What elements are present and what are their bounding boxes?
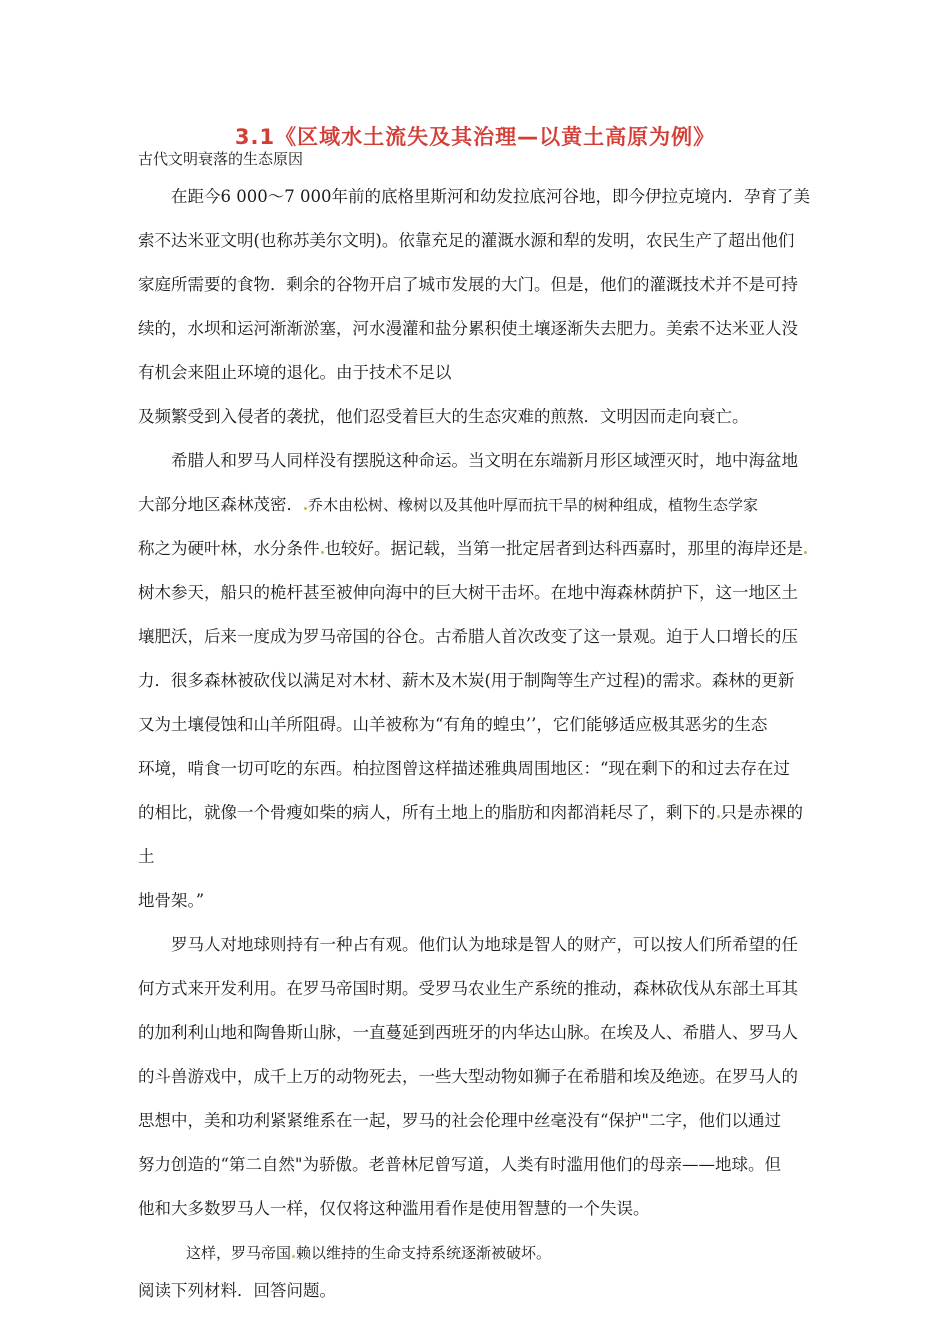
paragraph-line xyxy=(138,802,803,824)
paragraph-line: 力．很多森林被砍伐以满足对木材、薪木及木炭(用于制陶等生产过程)的需求。森林的更新 xyxy=(138,671,795,690)
paragraph-line: 索不达米亚文明(也称苏美尔文明)。依靠充足的灌溉水源和犁的发明，农民生产了超出他们 xyxy=(138,231,795,250)
paragraph-line: 及频繁受到入侵者的袭扰，他们忍受着巨大的生态灾难的煎熬．文明因而走向衰亡。 xyxy=(138,407,749,426)
text-fragment: 大部分地区森林茂密． xyxy=(138,495,303,514)
paragraph-line: 何方式来开发利用。在罗马帝国时期。受罗马农业生产系统的推动，森林砍伐从东部土耳其 xyxy=(138,979,798,998)
paragraph-line xyxy=(186,1242,551,1264)
text-fragment: 只是赤裸的 xyxy=(720,803,803,822)
paragraph-line: 地骨架。” xyxy=(138,891,205,910)
text-fragment: 赖以维持的生命支持系统逐渐被破坏。 xyxy=(296,1244,552,1262)
paragraph-line xyxy=(138,538,808,560)
paragraph-line: 的斗兽游戏中，成千上万的动物死去，一些大型动物如狮子在希腊和埃及绝迹。在罗马人的 xyxy=(138,1067,798,1086)
paragraph-line: 续的，水坝和运河渐渐淤塞，河水漫灌和盐分累积使土壤逐渐失去肥力。美索不达米亚人没 xyxy=(138,319,798,338)
text-fragment: 的相比，就像一个骨瘦如柴的病人，所有土地上的脂肪和肉都消耗尽了，剩下的 xyxy=(138,803,716,822)
paragraph-line: 的加利利山地和陶鲁斯山脉，一直蔓延到西班牙的内华达山脉。在埃及人、希腊人、罗马人 xyxy=(138,1023,798,1042)
text-fragment: 也较好。据记载，当第一批定居者到达科西嘉时，那里的海岸还是 xyxy=(324,539,803,558)
speck-mark xyxy=(292,1255,295,1258)
instruction-line: 阅读下列材料．回答问题。 xyxy=(138,1281,336,1300)
paragraph-line: 他和大多数罗马人一样，仅仅将这种滥用看作是使用智慧的一个失误。 xyxy=(138,1199,650,1218)
speck-mark xyxy=(321,551,324,554)
paragraph-line: 思想中，美和功利紧紧维系在一起，罗马的社会伦理中丝毫没有“保护"二字，他们以通过 xyxy=(138,1111,782,1130)
text-fragment: 这样，罗马帝国 xyxy=(186,1244,292,1262)
paragraph-line: 在距今6 000～7 000年前的底格里斯河和幼发拉底河谷地，即今伊拉克境内．孕育了美 xyxy=(171,187,810,206)
speck-mark xyxy=(804,551,807,554)
paragraph-line: 罗马人对地球则持有一种占有观。他们认为地球是智人的财产，可以按人们所希望的任 xyxy=(171,935,798,954)
paragraph-line: 有机会来阻止环境的退化。由于技术不足以 xyxy=(138,363,452,382)
section-subtitle: 古代文明衰落的生态原因 xyxy=(138,150,304,168)
paragraph-line: 土 xyxy=(138,847,155,866)
text-fragment: 称之为硬叶林，水分条件 xyxy=(138,539,320,558)
paragraph-line: 希腊人和罗马人同样没有摆脱这种命运。当文明在东端新月形区域湮灭时，地中海盆地 xyxy=(171,451,798,470)
speck-mark xyxy=(717,815,720,818)
text-fragment: 乔木由松树、橡树以及其他叶厚而抗干旱的树种组成，植物生态学家 xyxy=(308,496,759,514)
paragraph-line: 环境，啃食一切可吃的东西。柏拉图曾这样描述雅典周围地区：“现在剩下的和过去存在过 xyxy=(138,759,790,778)
paragraph-line xyxy=(138,494,758,516)
speck-mark xyxy=(304,507,307,510)
paragraph-line: 壤肥沃，后来一度成为罗马帝国的谷仓。古希腊人首次改变了这一景观。迫于人口增长的压 xyxy=(138,627,798,646)
document-title: 3.1《区域水土流失及其治理—以黄土高原为例》 xyxy=(234,125,716,149)
paragraph-line: 家庭所需要的食物．剩余的谷物开启了城市发展的大门。但是，他们的灌溉技术并不是可持 xyxy=(138,275,798,294)
paragraph-line: 树木参天，船只的桅杆甚至被伸向海中的巨大树干击坏。在地中海森林荫护下，这一地区土 xyxy=(138,583,798,602)
paragraph-line: 又为土壤侵蚀和山羊所阻碍。山羊被称为“有角的蝗虫’’，它们能够适应极其恶劣的生态 xyxy=(138,715,768,734)
paragraph-line: 努力创造的“第二自然"为骄傲。老普林尼曾写道，人类有时滥用他们的母亲——地球。但 xyxy=(138,1155,782,1174)
